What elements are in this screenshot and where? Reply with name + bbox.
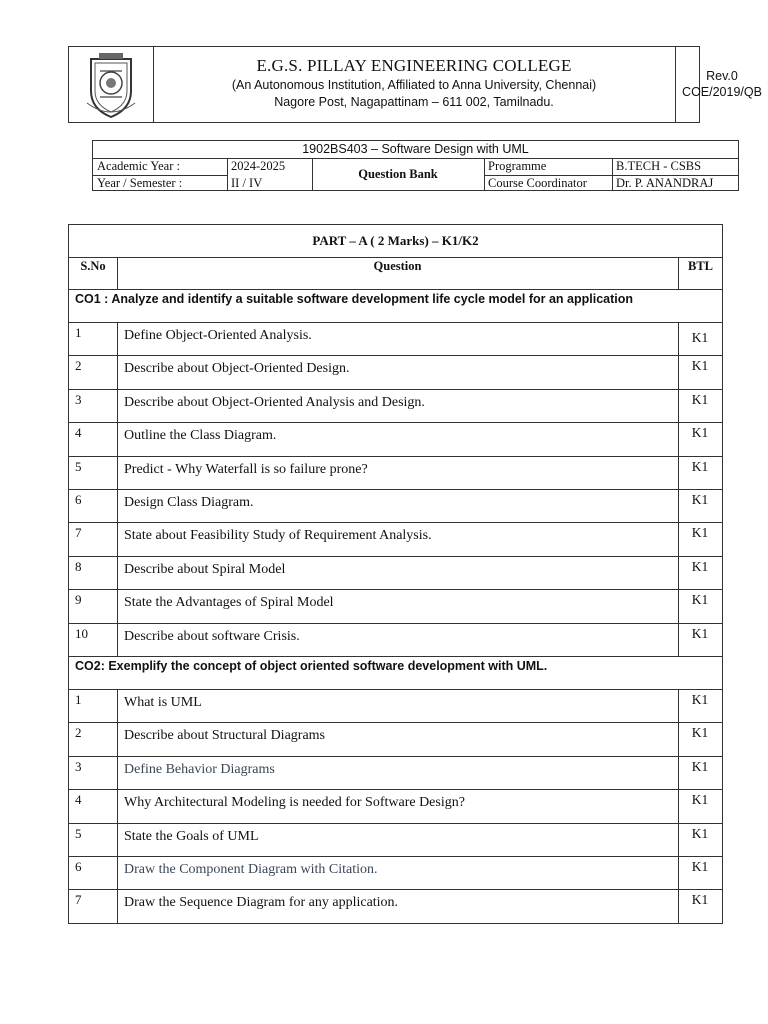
row-col-divider xyxy=(117,823,118,856)
row-divider xyxy=(69,456,722,457)
question-btl: K1 xyxy=(691,458,709,474)
row-col-divider xyxy=(678,389,679,422)
row-divider xyxy=(69,889,722,890)
question-text: State about Feasibility Study of Requirement Analysis. xyxy=(124,528,432,544)
programme-value: B.TECH - CSBS xyxy=(616,159,702,173)
question-text: State the Advantages of Spiral Model xyxy=(124,595,334,611)
row-col-divider xyxy=(678,689,679,722)
question-text: Design Class Diagram. xyxy=(124,495,254,510)
row-col-divider xyxy=(117,422,118,455)
question-btl: K1 xyxy=(691,692,709,707)
question-text: Why Architectural Modeling is needed for Software Design? xyxy=(124,795,465,811)
row-divider xyxy=(69,656,722,657)
co1-heading: CO1 : Analyze and identify a suitable software development life cycle model for an application xyxy=(75,292,634,306)
column-header-question: Question xyxy=(373,259,422,273)
question-btl: K1 xyxy=(691,859,709,874)
coordinator-label: Course Coordinator xyxy=(488,176,587,190)
question-text: Draw the Component Diagram with Citation. xyxy=(124,862,378,877)
row-col-divider xyxy=(678,422,679,455)
row-col-divider xyxy=(117,489,118,522)
question-sno: 4 xyxy=(75,792,82,808)
year-semester-value: II / IV xyxy=(231,176,263,190)
question-text: Define Behavior Diagrams xyxy=(124,761,275,777)
row-col-divider xyxy=(117,456,118,489)
row-divider xyxy=(69,856,722,857)
question-sno: 7 xyxy=(75,525,82,541)
question-btl: K1 xyxy=(691,358,709,374)
row-col-divider xyxy=(678,756,679,789)
row-col-divider xyxy=(117,756,118,789)
question-sno: 1 xyxy=(75,325,82,340)
college-logo-icon xyxy=(69,47,153,122)
question-text: Define Object-Oriented Analysis. xyxy=(124,328,312,343)
row-divider xyxy=(69,722,722,723)
row-col-divider xyxy=(117,789,118,822)
row-col-divider xyxy=(678,489,679,522)
row-col-divider xyxy=(117,389,118,422)
row-col-divider xyxy=(678,722,679,755)
row-col-divider xyxy=(678,823,679,856)
row-col-divider xyxy=(678,789,679,822)
question-sno: 5 xyxy=(75,458,82,474)
row-divider xyxy=(69,689,722,690)
row-col-divider xyxy=(678,355,679,388)
row-col-divider xyxy=(117,889,118,922)
question-text: Describe about software Crisis. xyxy=(124,628,300,644)
question-btl: K1 xyxy=(691,625,709,641)
row-divider xyxy=(69,756,722,757)
row-col-divider xyxy=(117,322,118,355)
co2-heading: CO2: Exemplify the concept of object oriented software development with UML. xyxy=(75,659,548,673)
question-text: Draw the Sequence Diagram for any application. xyxy=(124,895,399,911)
row-col-divider xyxy=(678,889,679,922)
row-divider xyxy=(69,489,722,490)
college-logo-cell xyxy=(69,47,154,122)
college-affiliation: (An Autonomous Institution, Affiliated to Anna University, Chennai) xyxy=(231,78,597,92)
revision-cell xyxy=(675,47,768,122)
college-address: Nagore Post, Nagapattinam – 611 002, Tamilnadu. xyxy=(274,95,554,109)
row-divider xyxy=(69,556,722,557)
row-col-divider xyxy=(678,522,679,555)
row-col-divider xyxy=(117,522,118,555)
question-btl: K1 xyxy=(691,330,709,345)
question-sno: 3 xyxy=(75,391,82,407)
row-col-divider xyxy=(117,856,118,889)
question-btl: K1 xyxy=(691,525,709,541)
question-sno: 6 xyxy=(75,859,82,874)
row-col-divider xyxy=(117,556,118,589)
question-sno: 5 xyxy=(75,825,82,841)
row-col-divider xyxy=(678,456,679,489)
question-sno: 6 xyxy=(75,492,82,507)
document-code: COE/2019/QB xyxy=(682,85,762,99)
row-divider xyxy=(69,623,722,624)
question-btl: K1 xyxy=(691,492,709,507)
question-sno: 2 xyxy=(75,358,82,374)
question-btl: K1 xyxy=(691,725,709,741)
row-col-divider xyxy=(117,689,118,722)
row-col-divider xyxy=(678,589,679,622)
college-name: E.G.S. PILLAY ENGINEERING COLLEGE xyxy=(256,56,572,75)
question-text: State the Goals of UML xyxy=(124,828,259,844)
question-btl: K1 xyxy=(691,592,709,608)
revision-number: Rev.0 xyxy=(706,69,738,83)
question-text: Outline the Class Diagram. xyxy=(124,428,277,444)
coordinator-value: Dr. P. ANANDRAJ xyxy=(616,176,714,190)
question-sno: 9 xyxy=(75,592,82,608)
question-btl: K1 xyxy=(691,792,709,808)
row-divider xyxy=(69,823,722,824)
academic-year-value: 2024-2025 xyxy=(231,159,286,173)
college-header xyxy=(68,46,762,123)
question-btl: K1 xyxy=(691,892,709,908)
row-col-divider xyxy=(117,722,118,755)
row-divider xyxy=(69,589,722,590)
row-col-divider xyxy=(678,322,679,355)
question-text: Describe about Structural Diagrams xyxy=(124,728,325,744)
question-bank-label: Question Bank xyxy=(358,167,438,181)
question-sno: 7 xyxy=(75,892,82,908)
question-btl: K1 xyxy=(691,558,709,574)
question-sno: 10 xyxy=(75,625,88,641)
row-divider xyxy=(69,422,722,423)
row-divider xyxy=(69,322,722,323)
question-text: Describe about Object-Oriented Analysis and Design. xyxy=(124,394,425,410)
question-sno: 4 xyxy=(75,425,82,441)
row-divider xyxy=(69,355,722,356)
question-sno: 1 xyxy=(75,692,82,707)
question-sno: 2 xyxy=(75,725,82,741)
question-text: Predict - Why Waterfall is so failure prone? xyxy=(124,461,368,477)
row-col-divider xyxy=(678,856,679,889)
question-sno: 8 xyxy=(75,558,82,574)
row-divider xyxy=(69,389,722,390)
part-a-question-table xyxy=(68,224,723,924)
row-col-divider xyxy=(117,355,118,388)
column-header-btl: BTL xyxy=(687,259,713,273)
part-a-title: PART – A ( 2 Marks) – K1/K2 xyxy=(312,233,479,248)
row-col-divider xyxy=(678,623,679,656)
question-btl: K1 xyxy=(691,758,709,774)
question-sno: 3 xyxy=(75,758,82,774)
column-header-sno: S.No xyxy=(80,259,106,273)
row-col-divider xyxy=(117,623,118,656)
course-info-table xyxy=(92,140,739,191)
question-text: Describe about Spiral Model xyxy=(124,561,286,577)
row-col-divider xyxy=(117,589,118,622)
academic-year-label: Academic Year : xyxy=(97,159,180,173)
course-title: 1902BS403 – Software Design with UML xyxy=(302,142,529,156)
row-divider xyxy=(69,789,722,790)
row-col-divider xyxy=(678,556,679,589)
question-text: Describe about Object-Oriented Design. xyxy=(124,361,350,377)
question-btl: K1 xyxy=(691,391,709,407)
question-text: What is UML xyxy=(124,695,202,710)
question-btl: K1 xyxy=(691,825,709,841)
college-title-cell xyxy=(153,47,676,122)
programme-label: Programme xyxy=(488,159,547,173)
year-semester-label: Year / Semester : xyxy=(97,176,183,190)
row-divider xyxy=(69,522,722,523)
question-btl: K1 xyxy=(691,425,709,441)
